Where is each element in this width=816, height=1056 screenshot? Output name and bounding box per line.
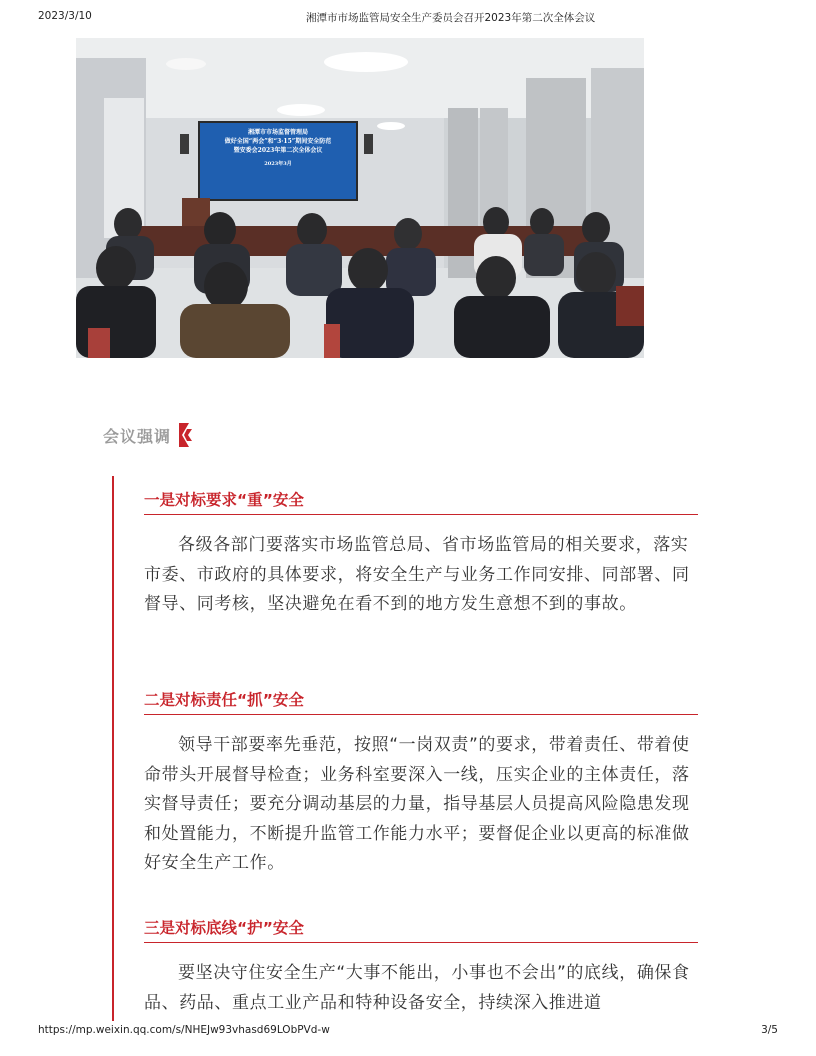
section-1-body: 各级各部门要落实市场监管总局、省市场监管局的相关要求，落实市委、市政府的具体要求，将安全生产与业务工作同安排、同部署、同督导、同考核，坚决避免在看不到的地方发生意想不到的事故。: [144, 535, 690, 614]
print-date: 2023/3/10: [38, 10, 92, 22]
left-accent-rule: [112, 476, 114, 1021]
screen-line-4: 2023年3月: [264, 161, 292, 167]
print-header: [0, 0, 816, 24]
screen-text: [199, 128, 357, 169]
section-1-heading: 一是对标要求“重”安全: [144, 490, 698, 515]
section-3: [144, 918, 698, 1019]
document-title: 湘潭市市场监管局安全生产委员会召开2023年第二次全体会议: [306, 12, 596, 24]
section-tag-label: 会议强调: [103, 426, 172, 446]
section-2-body: 领导干部要率先垂范，按照“一岗双责”的要求，带着责任、带着使命带头开展督导检查；业务科室要深入一线，压实企业的主体责任，落实督导责任；要充分调动基层的力量，指导基层人员提高风险隐患发现和处置能力，不断提升监管工作能力水平；要督促企业以更高的标准做好安全生产工作。: [144, 735, 690, 873]
chevron-left-marker-icon: [177, 421, 195, 449]
screen-line-2: 做好全国“两会”和“3·15”期间安全防范: [224, 138, 332, 145]
section-2-heading: 二是对标责任“抓”安全: [144, 690, 698, 715]
section-3-body: 要坚决守住安全生产“大事不能出，小事也不会出”的底线，确保食品、药品、重点工业产品和特种设备安全，持续深入推进道: [144, 963, 690, 1013]
screen-line-3: 暨安委会2023年第二次全体会议: [233, 147, 323, 154]
section-tag: [103, 420, 195, 450]
meeting-photo: [76, 38, 644, 358]
screen-line-1: 湘潭市市场监督管理局: [247, 129, 308, 136]
section-3-heading: 三是对标底线“护”安全: [144, 918, 698, 943]
page-number: 3/5: [761, 1024, 778, 1036]
print-footer: [0, 1018, 816, 1038]
page-url: https://mp.weixin.qq.com/s/NHEJw93vhasd69LObPVd-w: [38, 1024, 330, 1036]
section-1: [144, 490, 698, 620]
section-2: [144, 690, 698, 879]
